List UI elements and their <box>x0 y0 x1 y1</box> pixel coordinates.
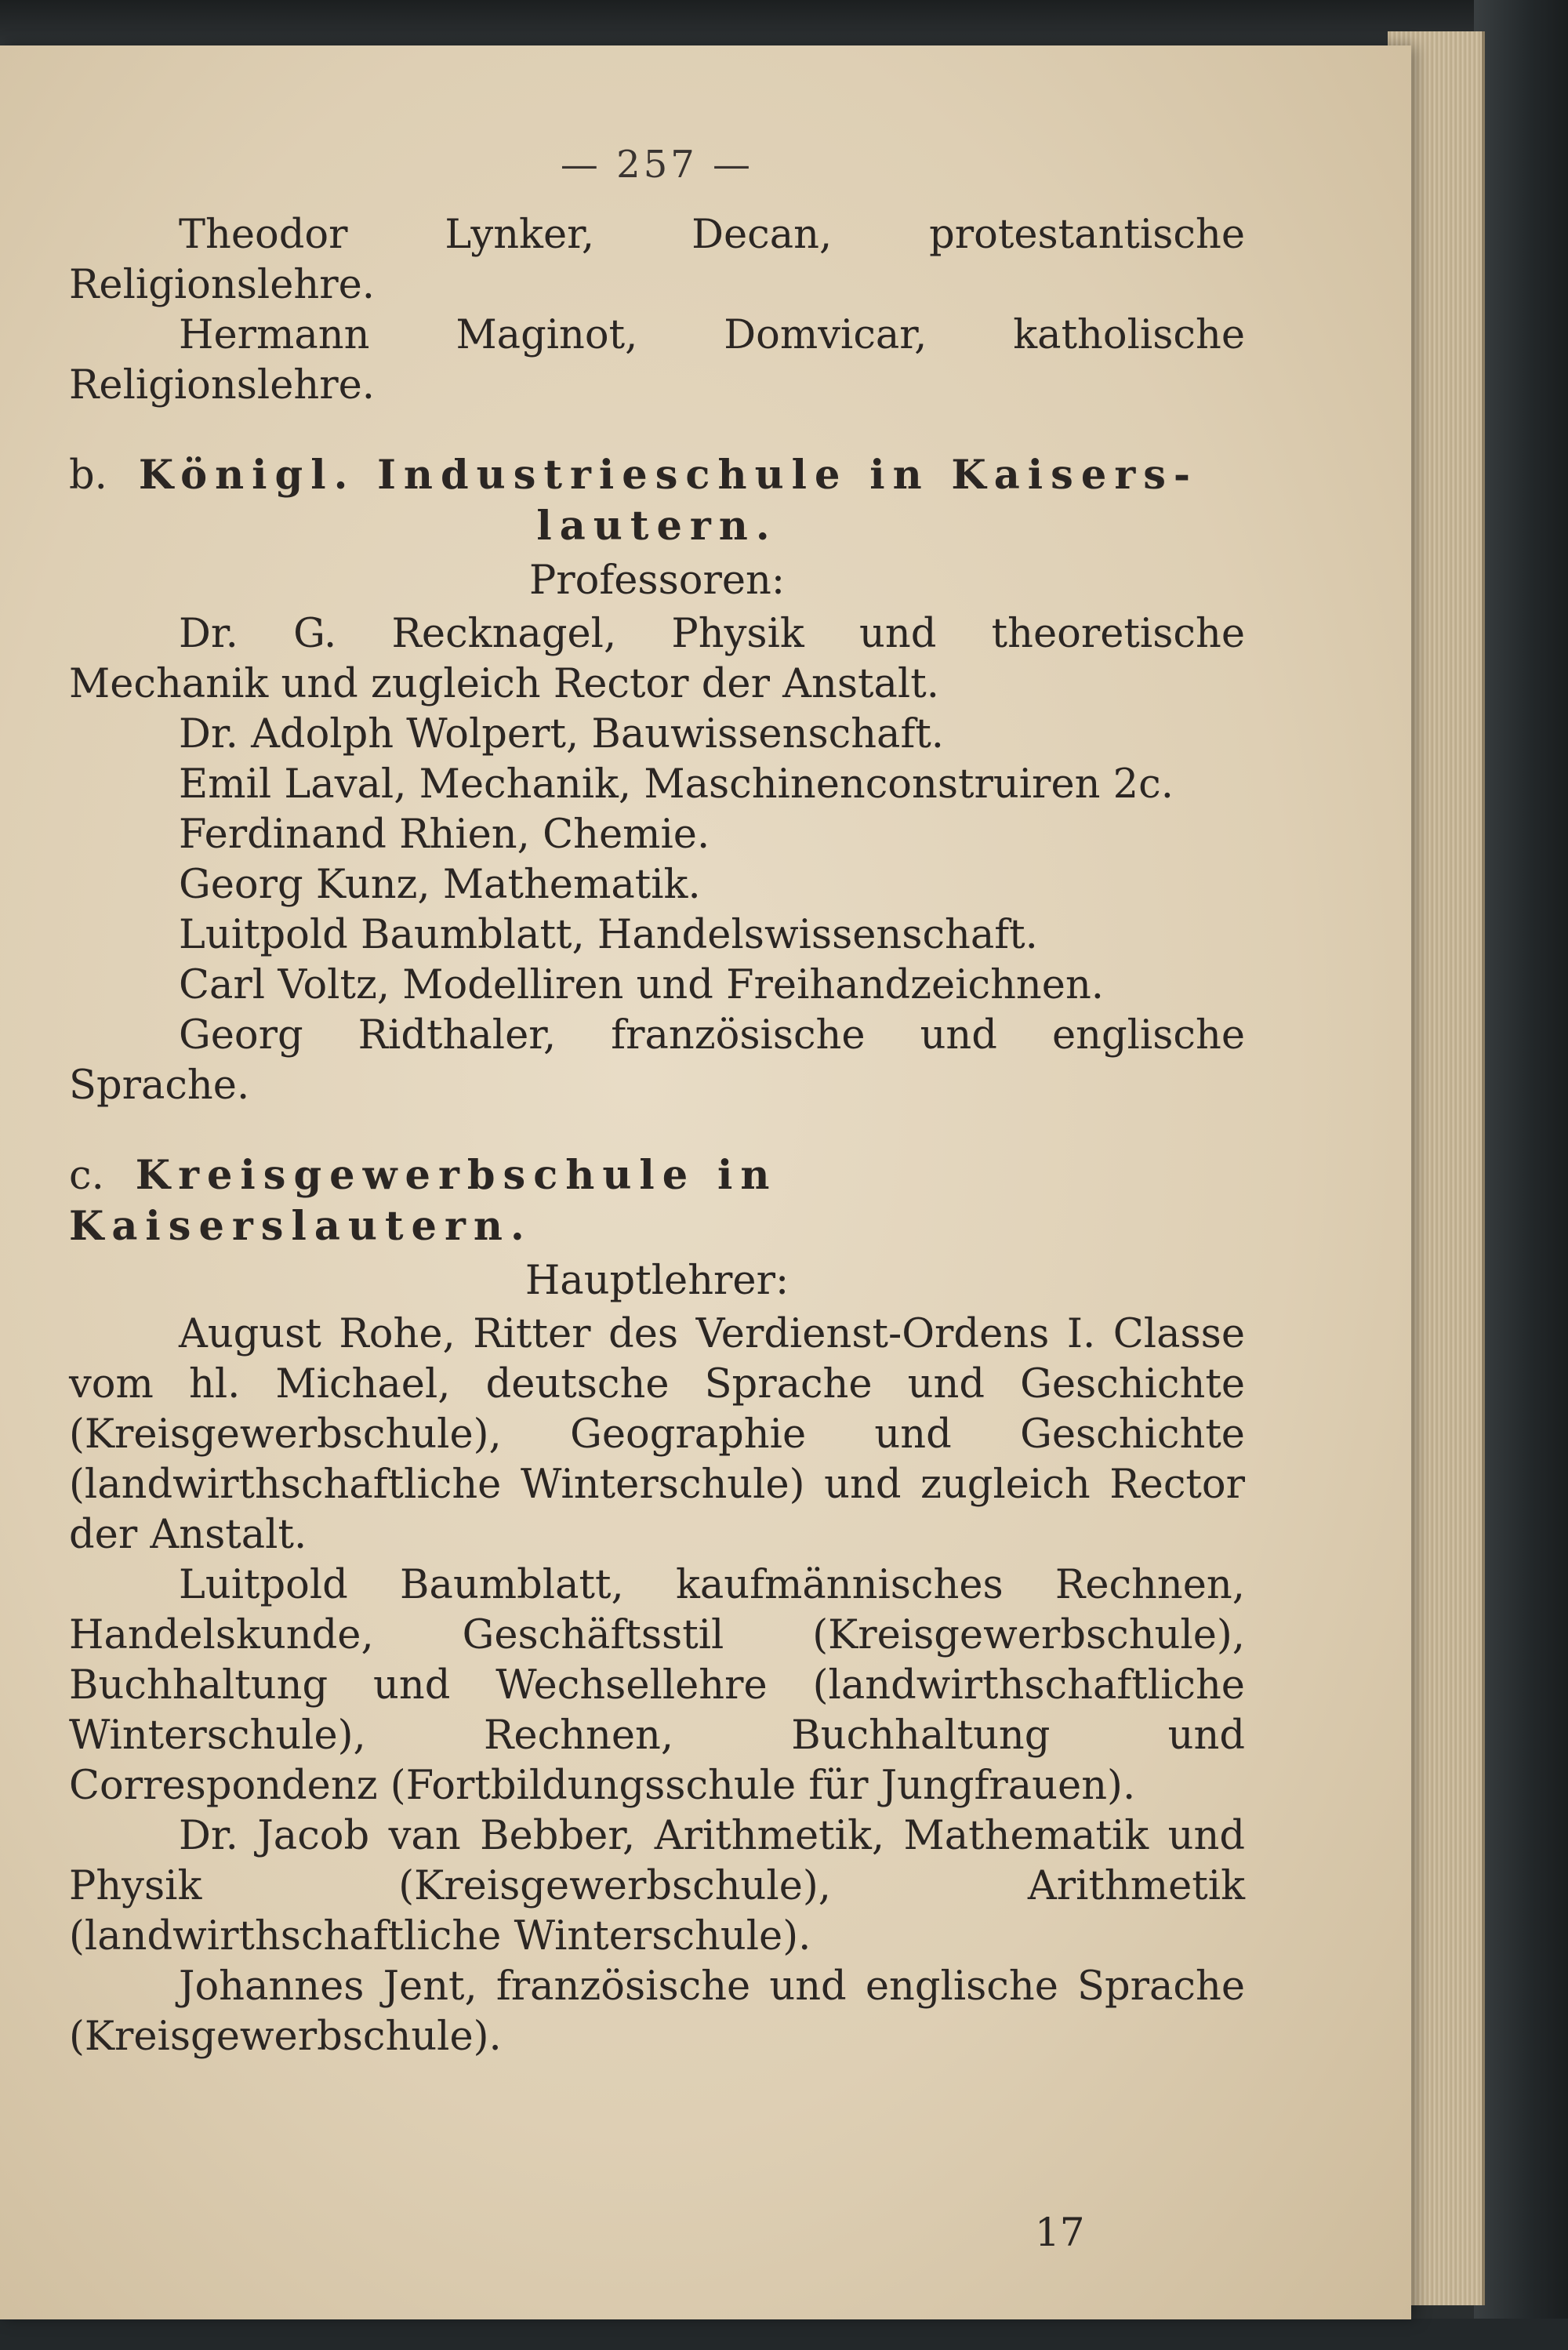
entry-baumblatt-c: Luitpold Baumblatt, kaufmännisches Rechnen, Handelskunde, Geschäftsstil (Kreisgewerbschule), Buchhaltung und Wechsellehre (landwirthschaftliche Winterschule), Rechnen, Buchhaltung und Correspondenz (Fortbildungsschule für Jungfrauen). <box>69 1562 1245 1809</box>
signature-mark: 17 <box>1035 2210 1085 2255</box>
section-b-title-line2: lautern. <box>536 503 778 550</box>
book-cover-bottom <box>0 2319 1568 2350</box>
section-b-title-line1: Königl. Industrieschule in Kaisers- <box>138 452 1199 499</box>
section-c-subheading: Hauptlehrer: <box>524 1258 789 1304</box>
section-c-title-text: Kreisgewerbschule in Kaiserslautern. <box>69 1152 778 1250</box>
section-c-marker: c. <box>69 1153 104 1199</box>
section-c-title <box>69 1150 1245 1251</box>
book-page <box>0 45 1411 2319</box>
entry-rohe: August Rohe, Ritter des Verdienst-Ordens I. Classe vom hl. Michael, deutsche Sprache und Geschichte (Kreisgewerbschule), Geographie und Geschichte (landwirthschaftliche Winterschule) und zugleich Rector der Anstalt. <box>69 1311 1245 1558</box>
entry-wolpert: Dr. Adolph Wolpert, Bauwissenschaft. <box>179 711 945 757</box>
entry-voltz: Carl Voltz, Modelliren und Freihandzeichnen. <box>179 962 1104 1008</box>
book-cover-top <box>0 0 1568 49</box>
entry-laval: Emil Laval, Mechanik, Maschinenconstruiren 2c. <box>179 761 1174 808</box>
entry-lynker: Theodor Lynker, Decan, protestantische Religionslehre. <box>69 212 1245 308</box>
section-b-title <box>69 450 1245 501</box>
entry-recknagel: Dr. G. Recknagel, Physik und theoretische Mechanik und zugleich Rector der Anstalt. <box>69 611 1245 707</box>
book-cover-spine-edge <box>1474 0 1568 2350</box>
section-b-marker: b. <box>69 452 107 499</box>
page-number: — 257 — <box>560 143 754 187</box>
entry-maginot: Hermann Maginot, Domvicar, katholische Religionslehre. <box>69 312 1245 409</box>
entry-baumblatt-b: Luitpold Baumblatt, Handelswissenschaft. <box>179 912 1038 958</box>
entry-rhien: Ferdinand Rhien, Chemie. <box>179 812 710 858</box>
section-b-subheading: Professoren: <box>528 558 786 604</box>
entry-van-bebber: Dr. Jacob van Bebber, Arithmetik, Mathematik und Physik (Kreisgewerbschule), Arithmetik (landwirthschaftliche Winterschule). <box>69 1813 1245 1960</box>
entry-jent: Johannes Jent, französische und englische Sprache (Kreisgewerbschule). <box>69 1963 1245 2060</box>
entry-ridthaler: Georg Ridthaler, französische und englische Sprache. <box>69 1012 1245 1109</box>
page-content <box>69 140 1245 2062</box>
entry-kunz: Georg Kunz, Mathematik. <box>179 862 701 908</box>
